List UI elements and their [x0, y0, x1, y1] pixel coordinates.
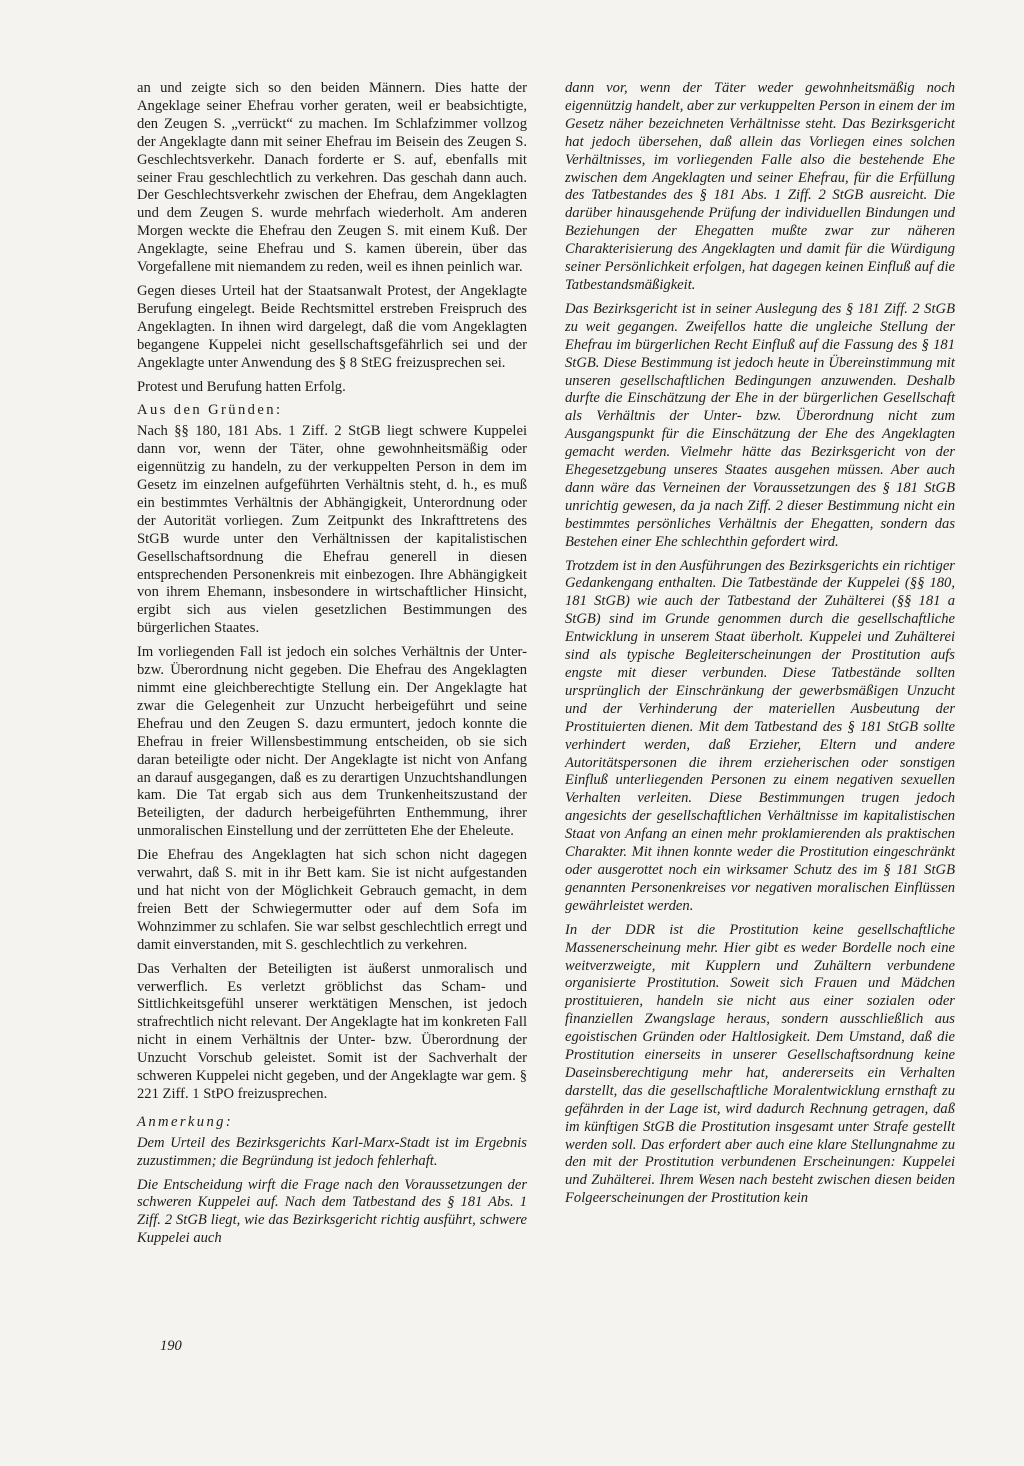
paragraph: Trotzdem ist in den Ausführungen des Bezirksgerichts ein richtiger Gedankengang enthalten. Die Tatbestände der Kuppelei (§§ 180, 181 StGB) wie auch der Tatbestand der Zuhälterei (§§ 181 a StGB) sind im Grunde genommen durch die gesellschaftliche Entwicklung in unserem Staat überholt. Kuppelei und Zuhälterei sind als typische Begleiterscheinungen der Prostitution aufs engste mit dieser verbunden. Diese Tatbestände sollten ursprünglich der Einschränkung der gewerbsmäßigen Unzucht und der Verhinderung der materiellen Ausbeutung der Prostituierten dienen. Mit dem Tatbestand des § 181 StGB sollte verhindert werden, daß Erzieher, Eltern und andere Autoritätspersonen die ihrem erzieherischen oder sonstigen Einfluß unterliegenden Personen zu einem negativen sexuellen Verhalten verleiten. Diese Bestimmungen trugen jedoch angesichts der gesellschaftlichen Verhältnisse im kapitalistischen Staat von Anfang an einen mehr proklamierenden als praktischen Charakter. Mit ihnen konnte weder die Prostitution eingeschränkt oder ausgerottet noch ein wirksamer Schutz des im § 181 StGB genannten Personenkreises vor negativen moralischen Einflüssen gewährleistet werden. [565, 557, 955, 914]
note-paragraph: Dem Urteil des Bezirksgerichts Karl-Marx-Stadt ist im Ergebnis zuzustimmen; die Begründung ist jedoch fehlerhaft. [137, 1134, 527, 1169]
paragraph: Das Bezirksgericht ist in seiner Auslegung des § 181 Ziff. 2 StGB zu weit gegangen. Zweifellos hatte die ungleiche Stellung der Ehefrau im bürgerlichen Recht Einfluß auf die Fassung des § 181 StGB. Diese Bestimmung ist jedoch heute in Übereinstimmung mit unseren gesellschaftlichen Bedingungen anzuwenden. Deshalb durfte die Einschätzung der Ehe in der bürgerlichen Gesellschaft als Verhältnis der Unter- bzw. Überordnung nicht zum Ausgangspunkt für die Einschätzung der Ehe des Angeklagten gemacht werden. Vielmehr hätte das Bezirksgericht von der Ehegesetzgebung unseres Staates ausgehen müssen. Aber auch dann wäre das Verneinen der Voraussetzungen des § 181 StGB unrichtig gewesen, da ja nach Ziff. 2 dieser Bestimmung nicht ein bestimmtes persönliches Verhältnis der Ehegatten, sondern das Bestehen einer Ehe schlechthin gefordert wird. [565, 300, 955, 550]
paragraph: Das Verhalten der Beteiligten ist äußerst unmoralisch und verwerflich. Es verletzt gröblichst das Scham- und Sittlichkeitsgefühl unserer werktätigen Menschen, ist jedoch strafrechtlich nicht relevant. Der Angeklagte hat im konkreten Fall nicht in einem Verhältnis der Unter- bzw. Überordnung der Unzucht Vorschub geleistet. Somit ist der Sachverhalt der schweren Kuppelei nicht gegeben, und der Angeklagte war gem. § 221 Ziff. 1 StPO freizusprechen. [137, 960, 527, 1102]
paragraph: Gegen dieses Urteil hat der Staatsanwalt Protest, der Angeklagte Berufung eingelegt. Beide Rechtsmittel erstreben Freispruch des Angeklagten. In ihnen wird dargelegt, daß die vom Angeklagten begangene Kuppelei nicht gesellschaftsgefährlich sei und der Angeklagte unter Anwendung des § 8 StEG freizusprechen sei. [137, 282, 527, 371]
section-heading: Aus den Gründen: [137, 402, 283, 419]
paragraph: Die Ehefrau des Angeklagten hat sich schon nicht dagegen verwahrt, daß S. mit in ihr Bett kam. Sie ist nicht aufgestanden und hat nicht von der Möglichkeit Gebrauch gemacht, in dem freien Bett der Schwiegermutter oder auf dem Sofa im Wohnzimmer zu schlafen. Sie war selbst geschlechtlich erregt und damit einverstanden, mit S. geschlechtlich zu verkehren. [137, 847, 527, 953]
paragraph: Im vorliegenden Fall ist jedoch ein solches Verhältnis der Unter- bzw. Überordnung nicht gegeben. Die Ehefrau des Angeklagten nimmt eine gleichberechtigte Stellung ein. Der Angeklagte hat zwar die Gelegenheit zur Unzucht herbeigeführt und seine Ehefrau und den Zeugen S. dazu ermuntert, jedoch konnte die Ehefrau in freier Willensbestimmung entscheiden, ob sie sich daran beteiligte oder nicht. Der Angeklagte ist nicht von Anfang an darauf ausgegangen, daß es zu derartigen Unzuchtshandlungen kam. Die Tat ergab sich aus dem Trunkenheitszustand der Beteiligten, der dadurch herbeigeführten Enthemmung, ihrer unmoralischen Einstellung und der zerrütteten Ehe der Eheleute. [137, 644, 527, 840]
left-column [137, 80, 527, 1254]
paragraph: Nach §§ 180, 181 Abs. 1 Ziff. 2 StGB liegt schwere Kuppelei dann vor, wenn der Täter, ohne gewohnheitsmäßig oder eigennützig zu handeln, zu der verkuppelten Person in dem im Gesetz im einzelnen aufgeführten Verhältnis steht, d. h., es muß ein bestimmtes Verhältnis der Abhängigkeit, Unterordnung oder der Autorität vorliegen. Zum Zeitpunkt des Inkrafttretens des StGB wurde unter den Verhältnissen der kapitalistischen Gesellschaftsordnung die Ehefrau generell in diesen entsprechenden Personenkreis mit einbezogen. Ihre Abhängigkeit von ihrem Ehemann, insbesondere in wirtschaftlicher Hinsicht, ergibt sich aus vielen gesetzlichen Bestimmungen des bürgerlichen Staates. [137, 423, 527, 637]
note-heading: Anmerkung: [137, 1113, 234, 1130]
paragraph: In der DDR ist die Prostitution keine gesellschaftliche Massenerscheinung mehr. Hier gibt es weder Bordelle noch eine weitverzweigte, mit Kupplern und Zuhältern verbundene organisierte Prostitution. Soweit sich Frauen und Mädchen prostituieren, handeln sie nicht aus einer sozialen oder finanziellen Zwangslage heraus, sondern ausschließlich aus egoistischen Gründen oder Haltlosigkeit. Dem Umstand, daß die Prostitution einerseits in unserer Gesellschaftsordnung keine Daseinsberechtigung mehr hat, andererseits ein Verhalten darstellt, das die gesellschaftliche Moralentwicklung ernsthaft zu gefährden in der Lage ist, wird dadurch Rechnung getragen, daß im künftigen StGB die Prostitution insgesamt unter Strafe gestellt werden soll. Das erfordert aber auch eine klare Stellungnahme zu den mit der Prostitution verbundenen Erscheinungen: Kuppelei und Zuhälterei. Ihrem Wesen nach besteht zwischen diesen beiden Folgeerscheinungen der Prostitution kein [565, 921, 955, 1207]
paragraph: an und zeigte sich so den beiden Männern. Dies hatte der Angeklage seiner Ehefrau vorher geraten, weil er beabsichtigte, den Zeugen S. „verrückt“ zu machen. Im Schlafzimmer vollzog der Angeklagte dann mit seiner Ehefrau im Beisein des Zeugen S. Geschlechtsverkehr. Danach forderte er S. auf, ebenfalls mit seiner Frau geschlechtlich zu verkehren. Das geschah dann auch. Der Geschlechtsverkehr zwischen der Ehefrau, dem Angeklagten und dem Zeugen S. wurde mehrfach wiederholt. Am anderen Morgen weckte die Ehefrau den Zeugen S. mit einem Kuß. Der Angeklagte, seine Ehefrau und S. kamen überein, über das Vorgefallene mit niemandem zu reden, weil es ihnen peinlich war. [137, 80, 527, 276]
page-number: 190 [160, 1338, 182, 1354]
paragraph: Protest und Berufung hatten Erfolg. [137, 378, 346, 395]
paragraph: dann vor, wenn der Täter weder gewohnheitsmäßig noch eigennützig handelt, aber zur verkuppelten Person in einem der im Gesetz näher bezeichneten Verhältnisse steht. Das Bezirksgericht hat jedoch übersehen, daß allein das Vorliegen eines solchen Verhältnisses, im vorliegenden Falle also die bestehende Ehe zwischen dem Angeklagten und seiner Ehefrau, für die Erfüllung des Tatbestandes des § 181 Abs. 1 Ziff. 2 StGB ausreicht. Die darüber hinausgehende Prüfung der individuellen Bindungen und Beziehungen der Ehegatten mußte zwar zur näheren Charakterisierung des Angeklagten und damit für die Würdigung seiner Persönlichkeit erfolgen, hat dagegen keinen Einfluß auf die Tatbestandsmäßigkeit. [565, 80, 955, 293]
right-column [565, 80, 955, 1214]
note-paragraph: Die Entscheidung wirft die Frage nach den Voraussetzungen der schweren Kuppelei auf. Nach dem Tatbestand des § 181 Abs. 1 Ziff. 2 StGB liegt, wie das Bezirksgericht richtig ausführt, schwere Kuppelei auch [137, 1176, 527, 1247]
